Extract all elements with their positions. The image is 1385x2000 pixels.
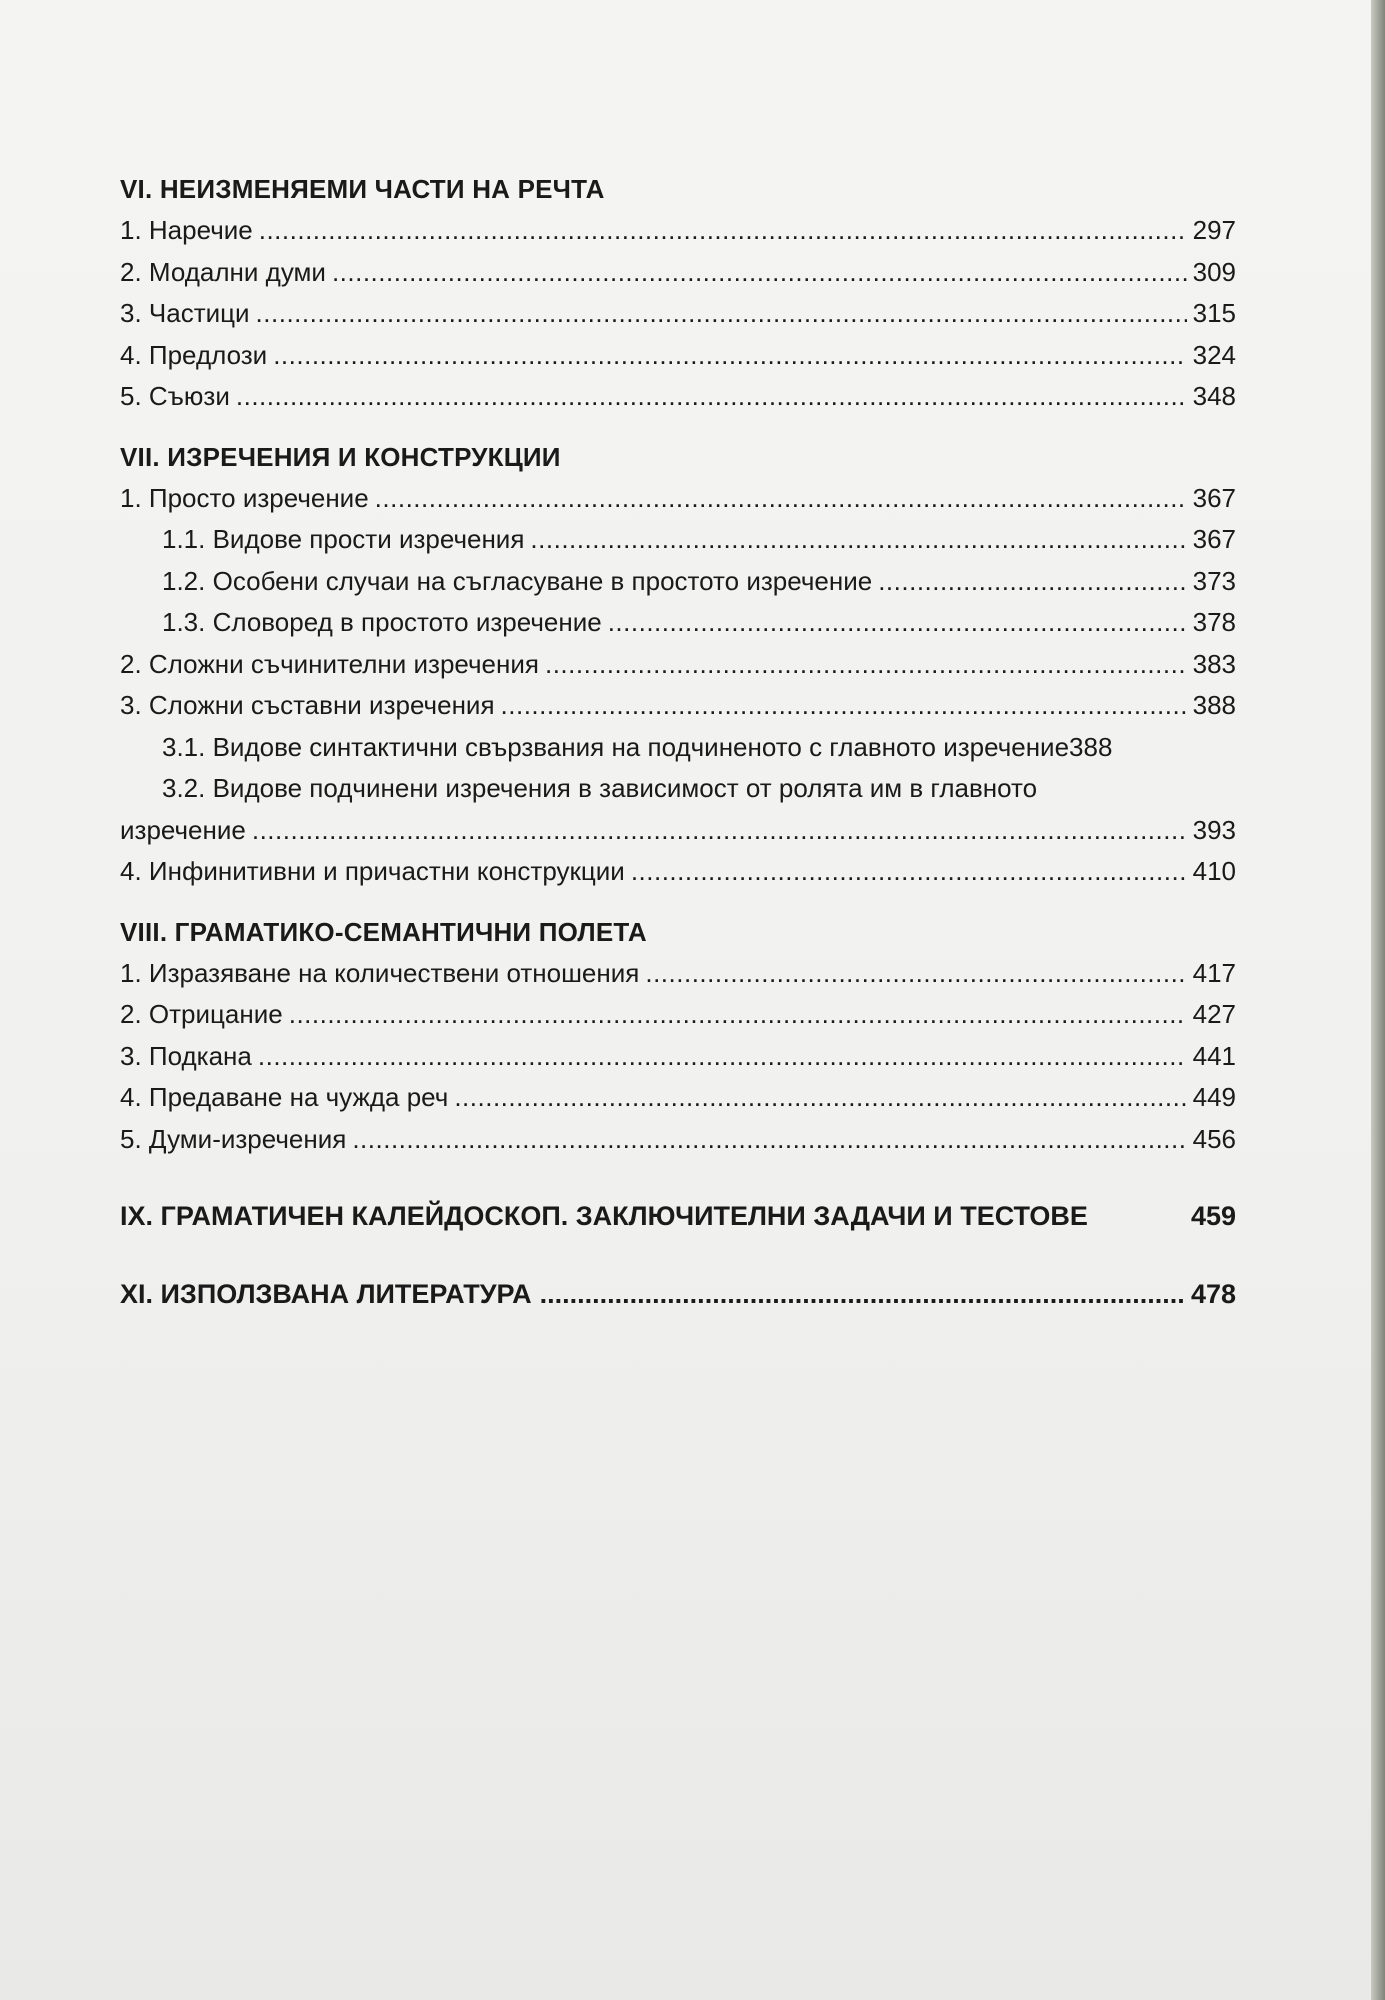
dot-leader bbox=[273, 335, 1186, 377]
page-number: 367 bbox=[1192, 482, 1236, 513]
entry-label-line1: 3.2. Видове подчинени изречения в зависимост от ролята им в главното bbox=[162, 773, 1038, 803]
dot-leader bbox=[259, 210, 1187, 252]
toc-entry bbox=[120, 210, 1236, 252]
toc-entry bbox=[120, 685, 1236, 727]
dot-leader bbox=[501, 685, 1187, 727]
page-number: 427 bbox=[1192, 999, 1236, 1029]
page-edge-shadow bbox=[1371, 0, 1385, 2000]
toc-major-entry-ix bbox=[120, 1194, 1236, 1238]
page-number: 388 bbox=[1069, 731, 1113, 762]
entry-label: 1. Изразяване на количествени отношения bbox=[120, 957, 640, 988]
page-number: 449 bbox=[1192, 1082, 1236, 1112]
toc-entry bbox=[120, 994, 1236, 1036]
page-number: 309 bbox=[1192, 256, 1236, 287]
page-number: 456 bbox=[1192, 1123, 1236, 1154]
toc-entry bbox=[120, 851, 1236, 893]
entry-label: 3. Частици bbox=[120, 298, 250, 328]
entry-label: 1.3. Словоред в простото изречение bbox=[162, 607, 602, 637]
entry-label: 2. Отрицание bbox=[120, 999, 283, 1029]
dot-leader bbox=[256, 293, 1187, 335]
toc-subentry bbox=[120, 519, 1236, 561]
toc-section-vi bbox=[120, 168, 1236, 418]
toc-entry bbox=[120, 478, 1236, 520]
entry-label: 5. Думи-изречения bbox=[120, 1123, 347, 1154]
entry-label: 5. Съюзи bbox=[120, 381, 230, 411]
dot-leader bbox=[631, 851, 1187, 893]
entry-label: 3.1. Видове синтактични свързвания на подчиненото с главното изречение bbox=[162, 731, 1070, 762]
entry-label: 1.1. Видове прости изречения bbox=[162, 524, 525, 554]
toc-entry bbox=[120, 1036, 1236, 1078]
dot-leader bbox=[878, 561, 1186, 603]
entry-label-line2: изречение bbox=[120, 814, 246, 845]
entry-label: IX. ГРАМАТИЧЕН КАЛЕЙДОСКОП. ЗАКЛЮЧИТЕЛНИ ЗАДАЧИ И ТЕСТОВЕ bbox=[120, 1201, 1088, 1231]
dot-leader bbox=[252, 810, 1187, 852]
dot-leader bbox=[454, 1077, 1186, 1119]
page-number: 315 bbox=[1192, 298, 1236, 328]
toc-entry bbox=[120, 376, 1236, 418]
page-number: 410 bbox=[1192, 856, 1236, 886]
table-of-contents bbox=[120, 168, 1236, 1316]
entry-label: 1. Просто изречение bbox=[120, 482, 369, 513]
entry-label: 3. Сложни съставни изречения bbox=[120, 690, 495, 720]
dot-leader bbox=[375, 478, 1187, 520]
dot-leader bbox=[236, 376, 1187, 418]
page-number: 324 bbox=[1192, 339, 1236, 370]
page-number: 478 bbox=[1190, 1279, 1236, 1309]
dot-leader bbox=[645, 953, 1186, 995]
toc-subentry bbox=[120, 561, 1236, 603]
toc-section-vii bbox=[120, 436, 1236, 893]
toc-entry bbox=[120, 1119, 1236, 1161]
toc-entry bbox=[120, 644, 1236, 686]
dot-leader bbox=[258, 1036, 1187, 1078]
section-title: VII. ИЗРЕЧЕНИЯ И КОНСТРУКЦИИ bbox=[120, 441, 561, 472]
entry-label: 2. Модални думи bbox=[120, 256, 326, 287]
toc-entry bbox=[120, 252, 1236, 294]
entry-label: 1.2. Особени случаи на съгласуване в простото изречение bbox=[162, 565, 873, 596]
dot-leader bbox=[545, 644, 1187, 686]
page-number: 417 bbox=[1192, 957, 1236, 988]
toc-entry-continuation bbox=[120, 810, 1236, 852]
entry-label: 1. Наречие bbox=[120, 215, 253, 245]
page-number: 367 bbox=[1192, 524, 1236, 554]
entry-label: 3. Подкана bbox=[120, 1040, 252, 1071]
toc-entry bbox=[120, 335, 1236, 377]
page-number: 441 bbox=[1192, 1040, 1236, 1071]
page-number: 373 bbox=[1192, 565, 1236, 596]
dot-leader bbox=[352, 1119, 1186, 1161]
page-number: 383 bbox=[1192, 648, 1236, 679]
entry-label: XI. ИЗПОЛЗВАНА ЛИТЕРАТУРА bbox=[120, 1279, 532, 1309]
toc-entry bbox=[120, 293, 1236, 335]
dot-leader bbox=[540, 1272, 1183, 1316]
toc-entry bbox=[120, 953, 1236, 995]
toc-subentry bbox=[120, 727, 1236, 769]
page-number: 393 bbox=[1192, 814, 1236, 845]
dot-leader bbox=[332, 252, 1187, 294]
page-number: 378 bbox=[1192, 607, 1236, 637]
page-number: 348 bbox=[1192, 381, 1236, 411]
page-number: 388 bbox=[1192, 690, 1236, 720]
toc-section-viii bbox=[120, 911, 1236, 1161]
section-title: VIII. ГРАМАТИКО-СЕМАНТИЧНИ ПОЛЕТА bbox=[120, 916, 647, 947]
page-number: 297 bbox=[1192, 215, 1236, 245]
dot-leader bbox=[289, 994, 1187, 1036]
entry-label: 2. Сложни съчинителни изречения bbox=[120, 648, 539, 679]
entry-label: 4. Предаване на чужда реч bbox=[120, 1082, 449, 1112]
dot-leader bbox=[530, 519, 1186, 561]
entry-label: 4. Предлози bbox=[120, 339, 268, 370]
dot-leader bbox=[608, 602, 1187, 644]
entry-label: 4. Инфинитивни и причастни конструкции bbox=[120, 856, 625, 886]
toc-entry bbox=[120, 1077, 1236, 1119]
toc-subentry bbox=[120, 602, 1236, 644]
section-title: VI. НЕИЗМЕНЯЕМИ ЧАСТИ НА РЕЧТА bbox=[120, 174, 605, 204]
page-number: 459 bbox=[1190, 1201, 1236, 1231]
toc-major-entry-xi bbox=[120, 1272, 1236, 1316]
